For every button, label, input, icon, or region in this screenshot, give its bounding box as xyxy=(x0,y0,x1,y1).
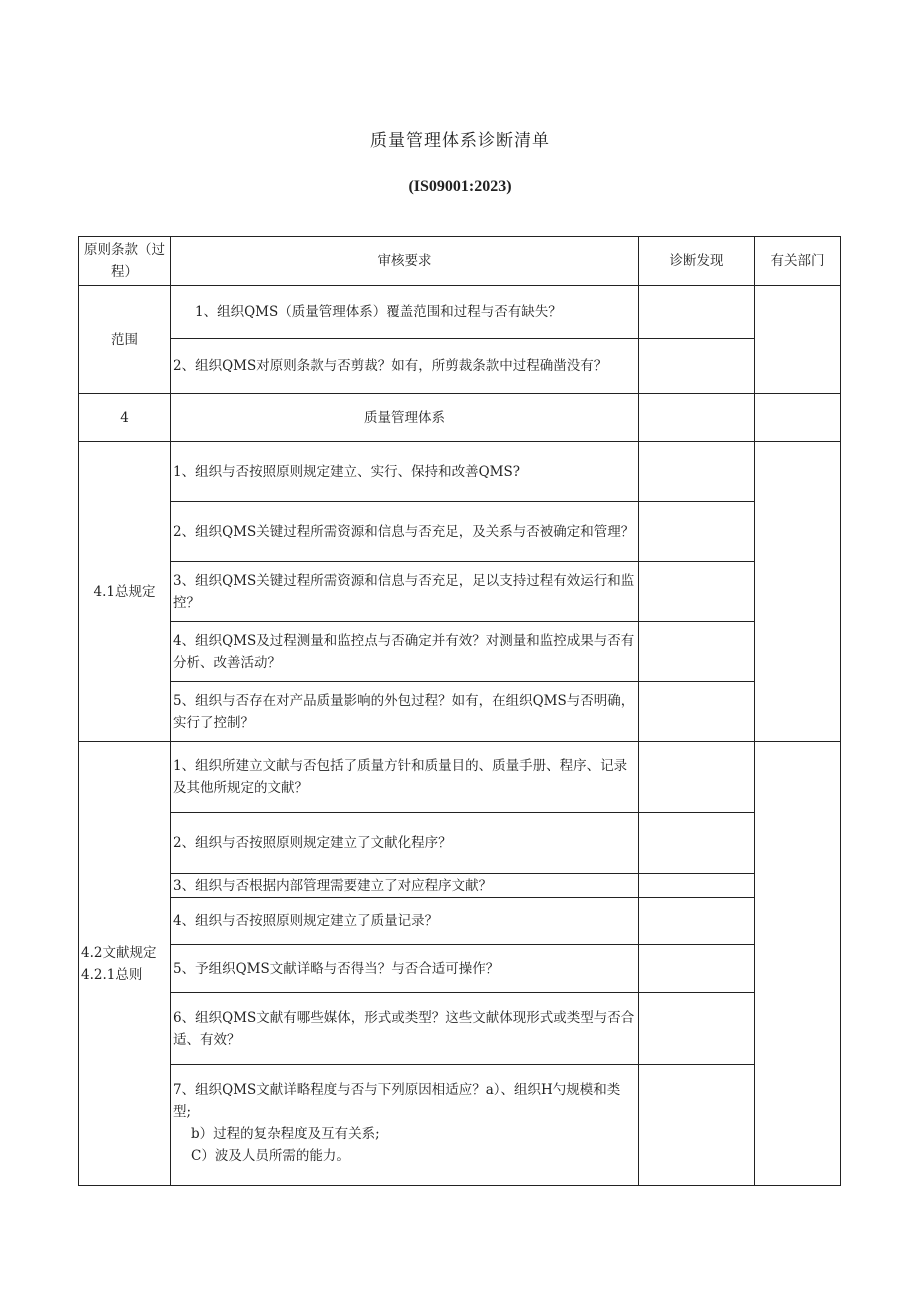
clause-line-4-2: 4.2文献规定 xyxy=(81,944,157,961)
table-row xyxy=(79,562,841,622)
clause-cell-4: 4 xyxy=(79,394,171,442)
header-row xyxy=(79,237,841,286)
requirement-cell: 1、组织QMS（质量管理体系）覆盖范围和过程与否有缺失？ xyxy=(171,286,639,339)
requirement-cell: 2、组织与否按照原则规定建立了文献化程序？ xyxy=(171,813,639,874)
checklist-table xyxy=(78,236,841,1186)
requirement-cell: 5、组织与否存在对产品质量影响的外包过程？如有，在组织QMS与否明确，实行了控制？ xyxy=(171,682,639,742)
table-row xyxy=(79,286,841,339)
requirement-cell: 5、予组织QMS文献详略与否得当？与否合适可操作？ xyxy=(171,945,639,993)
finding-cell[interactable] xyxy=(639,874,755,898)
requirement-cell: 4、组织与否按照原则规定建立了质量记录？ xyxy=(171,898,639,945)
table-row xyxy=(79,813,841,874)
requirement-cell: 2、组织QMS关键过程所需资源和信息与否充足，及关系与否被确定和管理？ xyxy=(171,502,639,562)
finding-cell[interactable] xyxy=(639,339,755,394)
document-title: 质量管理体系诊断清单 xyxy=(370,131,550,151)
table-row xyxy=(79,1065,841,1186)
document-subtitle: (IS09001:2023) xyxy=(408,178,512,195)
header-clause: 原则条款（过程） xyxy=(79,237,171,286)
finding-cell[interactable] xyxy=(639,286,755,339)
department-cell[interactable] xyxy=(755,394,841,442)
requirement-cell: 3、组织QMS关键过程所需资源和信息与否充足，足以支持过程有效运行和监控？ xyxy=(171,562,639,622)
header-requirement: 审核要求 xyxy=(171,237,639,286)
requirement-cell: 1、组织与否按照原则规定建立、实行、保持和改善QMS? xyxy=(171,442,639,502)
requirement-cell: 2、组织QMS对原则条款与否剪裁？如有，所剪裁条款中过程确凿没有？ xyxy=(171,339,639,394)
finding-cell[interactable] xyxy=(639,622,755,682)
table-row xyxy=(79,622,841,682)
clause-cell-scope: 范围 xyxy=(79,286,171,394)
finding-cell[interactable] xyxy=(639,1065,755,1186)
finding-cell[interactable] xyxy=(639,502,755,562)
requirement-cell xyxy=(171,1065,639,1186)
finding-cell[interactable] xyxy=(639,562,755,622)
finding-cell[interactable] xyxy=(639,742,755,813)
clause-cell-4-2 xyxy=(79,742,171,1186)
finding-cell[interactable] xyxy=(639,993,755,1065)
header-department: 有关部门 xyxy=(755,237,841,286)
requirement-cell: 质量管理体系 xyxy=(171,394,639,442)
finding-cell[interactable] xyxy=(639,682,755,742)
finding-cell[interactable] xyxy=(639,945,755,993)
table-row xyxy=(79,442,841,502)
table-row xyxy=(79,339,841,394)
header-finding: 诊断发现 xyxy=(639,237,755,286)
table-row xyxy=(79,502,841,562)
department-cell[interactable] xyxy=(755,286,841,394)
clause-cell-4-1: 4.1总规定 xyxy=(79,442,171,742)
requirement-cell: 4、组织QMS及过程测量和监控点与否确定并有效？对测量和监控成果与否有分析、改善活动？ xyxy=(171,622,639,682)
table-row xyxy=(79,742,841,813)
requirement-cell: 3、组织与否根据内部管理需要建立了对应程序文献？ xyxy=(171,874,639,898)
finding-cell[interactable] xyxy=(639,898,755,945)
item7-line2: b）过程的复杂程度及互有关系; xyxy=(191,1126,380,1142)
department-cell[interactable] xyxy=(755,742,841,1186)
item7-line1: 7、组织QMS文献详略程度与否与下列原因相适应？a）、组织H勺规模和类型; xyxy=(173,1082,621,1120)
table-row xyxy=(79,682,841,742)
item7-line3: C）波及人员所需的能力。 xyxy=(191,1148,350,1164)
table-row xyxy=(79,874,841,898)
requirement-cell: 1、组织所建立文献与否包括了质量方针和质量目的、质量手册、程序、记录及其他所规定的文献？ xyxy=(171,742,639,813)
clause-line-4-2-1: 4.2.1总则 xyxy=(81,966,143,983)
department-cell[interactable] xyxy=(755,442,841,742)
table-row xyxy=(79,394,841,442)
table-row xyxy=(79,945,841,993)
finding-cell[interactable] xyxy=(639,813,755,874)
table-row xyxy=(79,898,841,945)
finding-cell[interactable] xyxy=(639,394,755,442)
table-row xyxy=(79,993,841,1065)
requirement-cell: 6、组织QMS文献有哪些媒体，形式或类型？这些文献体现形式或类型与否合适、有效？ xyxy=(171,993,639,1065)
finding-cell[interactable] xyxy=(639,442,755,502)
